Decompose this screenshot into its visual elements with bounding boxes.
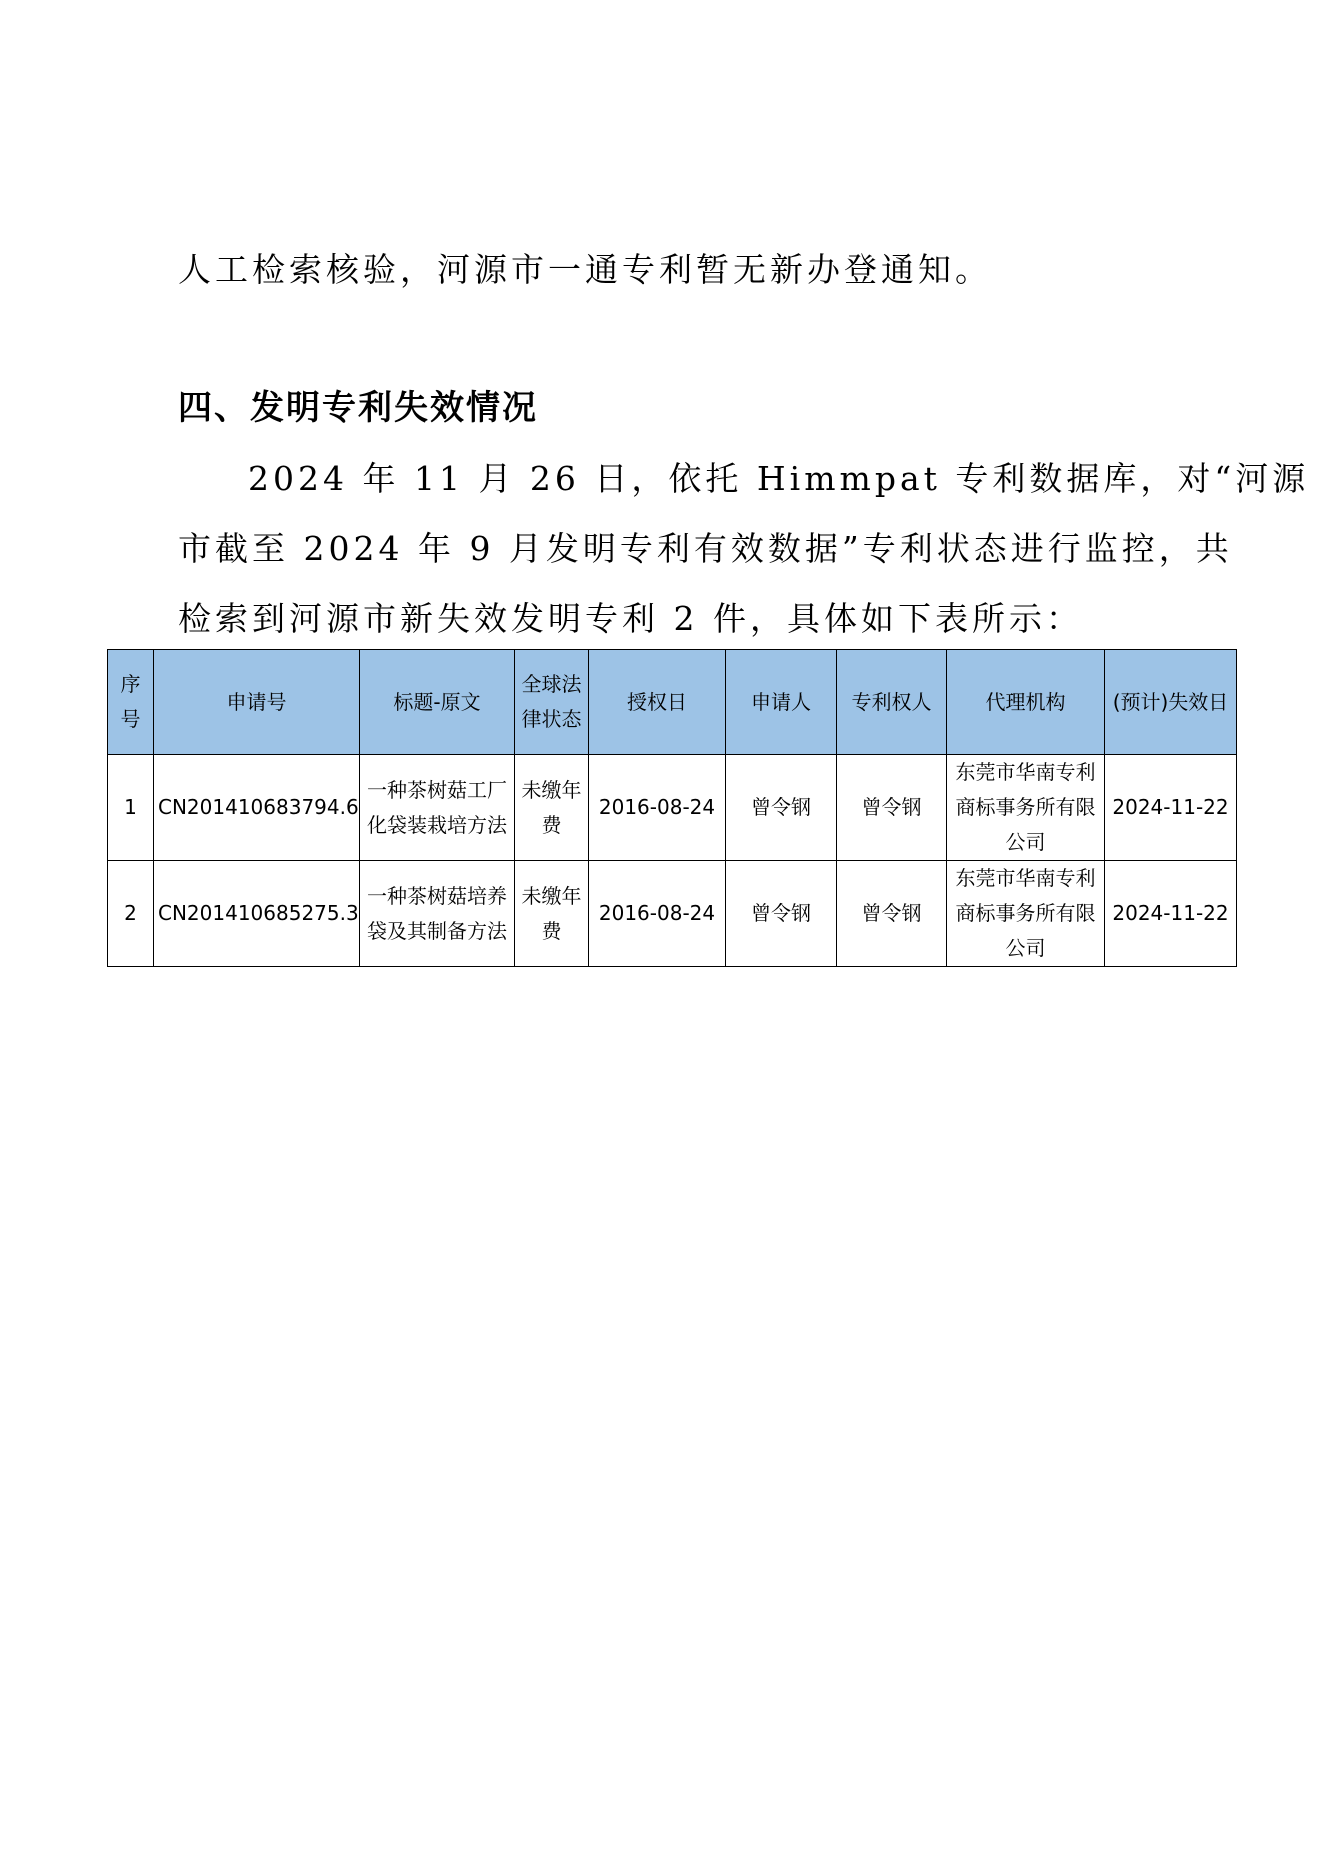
intro-paragraph: 人工检索核验，河源市一通专利暂无新办登通知。 [178, 250, 992, 289]
body-paragraph-line-1: 2024 年 11 月 26 日，依托 Himmpat 专利数据库，对“河源 [248, 459, 1310, 498]
header-agency: 代理机构 [947, 650, 1105, 755]
cell-applicant: 曾令钢 [726, 755, 837, 861]
cell-patentee: 曾令钢 [837, 755, 947, 861]
header-application-number: 申请号 [154, 650, 360, 755]
cell-title: 一种茶树菇工厂化袋装栽培方法 [360, 755, 515, 861]
cell-application-number: CN201410685275.3 [154, 861, 360, 967]
cell-legal-status: 未缴年费 [515, 861, 589, 967]
body-paragraph-line-3: 检索到河源市新失效发明专利 2 件，具体如下表所示： [178, 599, 1083, 638]
table-row [108, 755, 1237, 861]
table-row [108, 861, 1237, 967]
header-grant-date: 授权日 [589, 650, 726, 755]
header-legal-status: 全球法律状态 [515, 650, 589, 755]
cell-index: 1 [108, 755, 154, 861]
body-paragraph [178, 444, 1310, 654]
cell-legal-status: 未缴年费 [515, 755, 589, 861]
cell-expiry-date: 2024-11-22 [1105, 755, 1237, 861]
header-applicant: 申请人 [726, 650, 837, 755]
table-header-row [108, 650, 1237, 755]
cell-title: 一种茶树菇培养袋及其制备方法 [360, 861, 515, 967]
cell-expiry-date: 2024-11-22 [1105, 861, 1237, 967]
cell-grant-date: 2016-08-24 [589, 755, 726, 861]
header-index: 序号 [108, 650, 154, 755]
section-heading: 四、发明专利失效情况 [178, 388, 538, 428]
header-patentee: 专利权人 [837, 650, 947, 755]
cell-agency: 东莞市华南专利商标事务所有限公司 [947, 861, 1105, 967]
cell-application-number: CN201410683794.6 [154, 755, 360, 861]
cell-grant-date: 2016-08-24 [589, 861, 726, 967]
patent-table [107, 649, 1237, 967]
cell-applicant: 曾令钢 [726, 861, 837, 967]
cell-index: 2 [108, 861, 154, 967]
header-title: 标题-原文 [360, 650, 515, 755]
body-paragraph-line-2: 市截至 2024 年 9 月发明专利有效数据”专利状态进行监控，共 [178, 529, 1233, 568]
cell-agency: 东莞市华南专利商标事务所有限公司 [947, 755, 1105, 861]
header-expiry-date: (预计)失效日 [1105, 650, 1237, 755]
cell-patentee: 曾令钢 [837, 861, 947, 967]
